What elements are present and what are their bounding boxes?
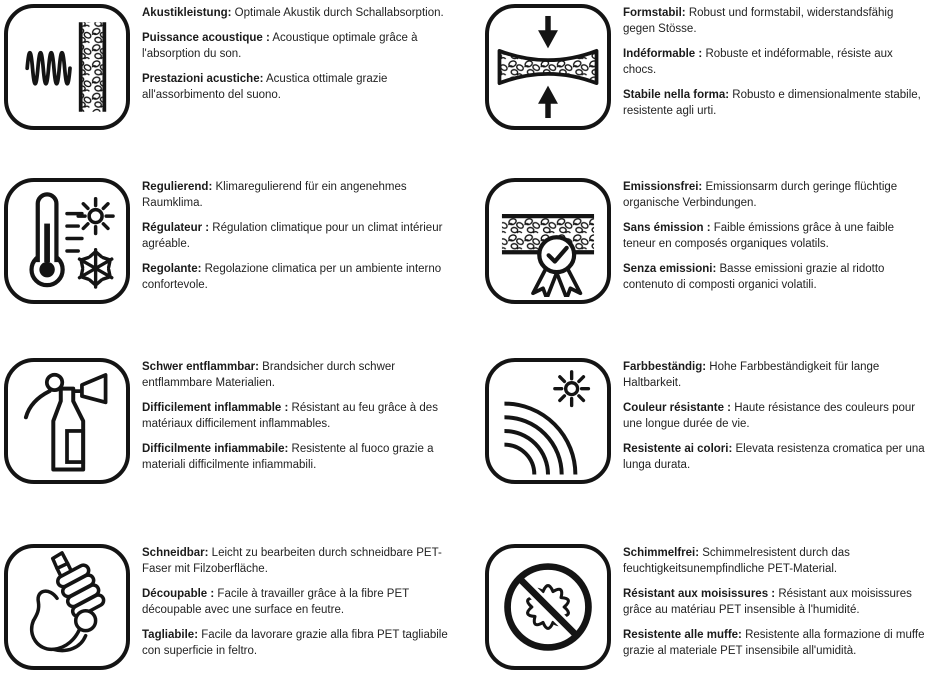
hand-cutter-icon <box>4 544 130 670</box>
feature-entry-de <box>142 545 468 577</box>
feature-label: Indéformable : <box>623 48 703 60</box>
feature-tile-emission-free <box>468 172 936 348</box>
feature-text: Haute résistance des couleurs pour une longue durée de vie. <box>623 402 916 430</box>
feature-text: Hohe Farbbeständigkeit für lange Haltbarkeit. <box>623 361 880 389</box>
sound-absorption-icon <box>4 4 130 130</box>
feature-tile-mold-free <box>468 526 936 680</box>
feature-text: Résistant aux moisissures grâce au matériau PET insensible à l'humidité. <box>623 588 912 616</box>
feature-label: Emissionsfrei: <box>623 181 703 193</box>
feature-entry-it <box>142 441 468 473</box>
feature-text: Robusto e dimensionalmente stabile, resistente agli urti. <box>623 89 921 117</box>
feature-label: Puissance acoustique : <box>142 32 270 44</box>
feature-label: Regulierend: <box>142 181 213 193</box>
feature-text: Klimaregulierend für ein angenehmes Raumklima. <box>142 181 407 209</box>
feature-label: Senza emissioni: <box>623 263 717 275</box>
feature-label: Schwer entflammbar: <box>142 361 259 373</box>
feature-text: Robuste et indéformable, résiste aux chocs. <box>623 48 893 76</box>
feature-texts <box>142 4 468 112</box>
feature-entry-fr <box>623 46 927 78</box>
feature-label: Formstabil: <box>623 7 686 19</box>
feature-entry-fr <box>142 400 468 432</box>
feature-text: Facile da lavorare grazie alla fibra PET tagliabile con superficie in feltro. <box>142 629 448 657</box>
fire-extinguisher-icon <box>4 358 130 484</box>
feature-text: Faible émissions grâce à une faible teneur en composés organiques volatils. <box>623 222 895 250</box>
thermometer-sun-snowflake-icon <box>4 178 130 304</box>
feature-tile-shape-stable <box>468 0 936 172</box>
feature-entry-it <box>623 627 927 659</box>
feature-label: Découpable : <box>142 588 215 600</box>
feature-texts <box>623 4 927 128</box>
feature-tile-climate <box>0 172 468 348</box>
feature-entry-it <box>623 261 927 293</box>
feature-label: Schneidbar: <box>142 547 209 559</box>
feature-text: Acustica ottimale grazie all'assorbimento del suono. <box>142 73 388 101</box>
feature-label: Couleur résistante : <box>623 402 731 414</box>
no-mold-icon <box>485 544 611 670</box>
certified-panel-icon <box>485 178 611 304</box>
feature-tile-flame-retardant <box>0 348 468 526</box>
feature-text: Regolazione climatica per un ambiente interno confortevole. <box>142 263 442 291</box>
feature-text: Emissionsarm durch geringe flüchtige organische Verbindungen. <box>623 181 898 209</box>
feature-entry-de <box>142 359 468 391</box>
feature-label: Akustikleistung: <box>142 7 232 19</box>
feature-entry-fr <box>623 220 927 252</box>
feature-tile-cuttable <box>0 526 468 680</box>
feature-label: Régulateur : <box>142 222 210 234</box>
feature-text: Facile à travailler grâce à la fibre PET découpable avec une surface en feutre. <box>142 588 409 616</box>
feature-label: Farbbeständig: <box>623 361 707 373</box>
feature-texts <box>623 544 927 668</box>
feature-label: Schimmelfrei: <box>623 547 700 559</box>
feature-entry-de <box>623 5 927 37</box>
feature-entry-it <box>142 71 468 103</box>
feature-texts <box>142 544 468 668</box>
feature-entry-fr <box>142 220 468 252</box>
feature-entry-fr <box>142 586 468 618</box>
feature-text: Régulation climatique pour un climat intérieur agréable. <box>142 222 443 250</box>
feature-text: Brandsicher durch schwer entflammbare Materialien. <box>142 361 396 389</box>
feature-entry-de <box>623 179 927 211</box>
feature-label: Tagliabile: <box>142 629 199 641</box>
feature-text: Resistente alla formazione di muffe grazie al materiale PET insensibile all'umidità. <box>623 629 925 657</box>
feature-label: Difficilmente infiammabile: <box>142 443 289 455</box>
feature-label: Sans émission : <box>623 222 711 234</box>
feature-label: Resistente ai colori: <box>623 443 733 455</box>
feature-tile-acoustic <box>0 0 468 172</box>
feature-text: Robust und formstabil, widerstandsfähig gegen Stösse. <box>623 7 894 35</box>
compression-arrows-icon <box>485 4 611 130</box>
feature-entry-de <box>142 179 468 211</box>
feature-text: Elevata resistenza cromatica per una lunga durata. <box>623 443 925 471</box>
feature-text: Schimmelresistent durch das feuchtigkeitsunempfindliche PET-Material. <box>623 547 850 575</box>
feature-entry-it <box>623 441 927 473</box>
feature-text: Resistente al fuoco grazie a materiali difficilmente infiammabili. <box>142 443 434 471</box>
feature-text: Leicht zu bearbeiten durch schneidbare PET-Faser mit Filzoberfläche. <box>142 547 442 575</box>
feature-text: Optimale Akustik durch Schallabsorption. <box>234 7 444 19</box>
feature-label: Résistant aux moisissures : <box>623 588 776 600</box>
feature-entry-fr <box>623 586 927 618</box>
feature-text: Résistant au feu grâce à des matériaux difficilement inflammables. <box>142 402 438 430</box>
feature-entry-it <box>142 627 468 659</box>
rainbow-sun-icon <box>485 358 611 484</box>
feature-entry-it <box>623 87 927 119</box>
feature-texts <box>142 358 468 482</box>
feature-label: Prestazioni acustiche: <box>142 73 264 85</box>
feature-entry-fr <box>623 400 927 432</box>
feature-entry-de <box>623 359 927 391</box>
feature-tile-color-fast <box>468 348 936 526</box>
feature-entry-de <box>142 5 468 21</box>
feature-entry-de <box>623 545 927 577</box>
feature-label: Resistente alle muffe: <box>623 629 742 641</box>
feature-text: Acoustique optimale grâce à l'absorption du son. <box>142 32 418 60</box>
feature-label: Difficilement inflammable : <box>142 402 289 414</box>
feature-texts <box>623 178 927 302</box>
feature-texts <box>142 178 468 302</box>
feature-label: Regolante: <box>142 263 202 275</box>
feature-text: Basse emissioni grazie al ridotto contenuto di composti organici volatili. <box>623 263 885 291</box>
feature-texts <box>623 358 927 482</box>
feature-entry-fr <box>142 30 468 62</box>
feature-entry-it <box>142 261 468 293</box>
feature-label: Stabile nella forma: <box>623 89 730 101</box>
